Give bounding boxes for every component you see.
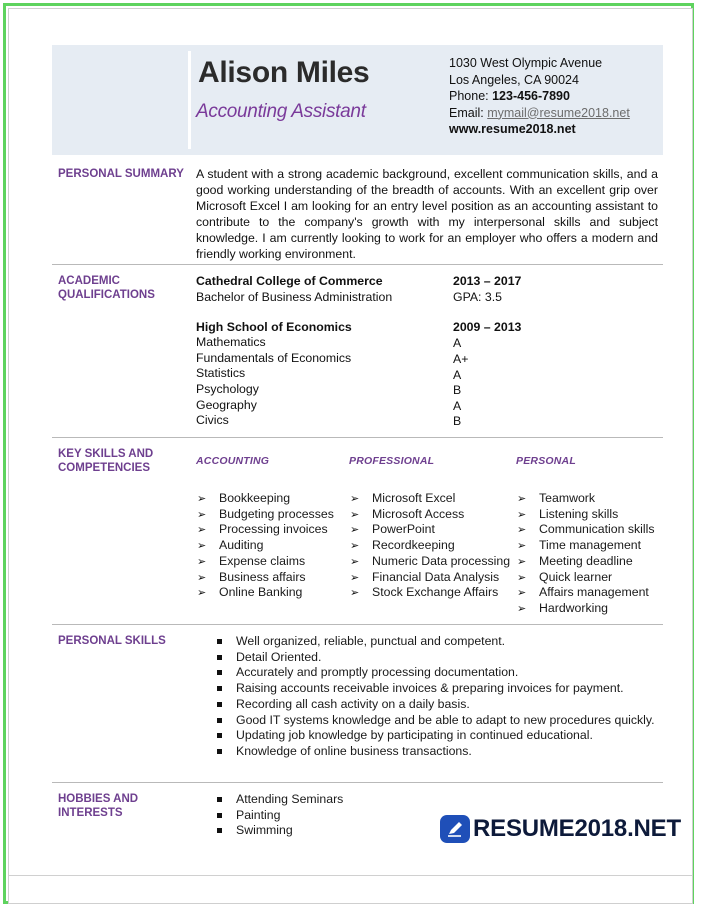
email-line	[449, 105, 630, 122]
college-gpa: GPA: 3.5	[453, 290, 502, 304]
email-label: Email:	[449, 105, 488, 120]
section-divider	[52, 437, 663, 438]
subject-name: Fundamentals of Economics	[196, 351, 352, 365]
subject-name: Psychology	[196, 382, 259, 396]
personal-skill-item: Detail Oriented.	[216, 650, 655, 666]
skill-item: ➢ Processing invoices	[197, 522, 334, 538]
address-line-1: 1030 West Olympic Avenue	[449, 56, 603, 70]
candidate-name: Alison Miles	[198, 56, 370, 89]
job-title: Accounting Assistant	[196, 101, 366, 122]
subject-grade: A+	[453, 352, 469, 366]
skill-item: ➢ Expense claims	[197, 554, 334, 570]
section-label-line: ACADEMIC	[58, 275, 120, 287]
skill-item: ➢ Microsoft Access	[350, 507, 510, 523]
skill-item: ➢ Communication skills	[517, 522, 655, 538]
subject-grade: B	[453, 383, 462, 397]
hobby-item: Swimming	[216, 823, 343, 839]
section-label-personal-skills: PERSONAL SKILLS	[58, 635, 166, 647]
section-label-line: QUALIFICATIONS	[58, 289, 155, 301]
personal-skill-item: Raising accounts receivable invoices & preparing invoices for payment.	[216, 681, 655, 697]
skill-item: ➢ PowerPoint	[350, 522, 510, 538]
section-divider	[52, 624, 663, 625]
subject-grade: A	[453, 368, 462, 382]
skill-item: ➢ Online Banking	[197, 585, 334, 601]
logo-text: RESUME2018.NET	[473, 815, 681, 842]
section-label-line: KEY SKILLS AND	[58, 448, 154, 460]
college-years: 2013 – 2017	[453, 274, 522, 288]
skills-list-accounting	[197, 491, 334, 601]
personal-skills-list	[216, 634, 655, 760]
skills-heading-personal: PERSONAL	[516, 455, 576, 467]
skill-item: ➢ Microsoft Excel	[350, 491, 510, 507]
skill-item: ➢ Budgeting processes	[197, 507, 334, 523]
college-degree: Bachelor of Business Administration	[196, 290, 393, 304]
skill-item: ➢ Business affairs	[197, 570, 334, 586]
subject-grade: A	[453, 336, 462, 350]
skill-item: ➢ Meeting deadline	[517, 554, 655, 570]
skill-item: ➢ Time management	[517, 538, 655, 554]
skill-item: ➢ Bookkeeping	[197, 491, 334, 507]
website-link[interactable]: www.resume2018.net	[449, 122, 576, 136]
section-label-academic	[58, 274, 155, 302]
subject-name: Statistics	[196, 366, 246, 380]
personal-skill-item: Recording all cash activity on a daily basis.	[216, 697, 655, 713]
personal-skill-item: Knowledge of online business transactions.	[216, 744, 655, 760]
contact-block	[449, 55, 630, 138]
personal-skill-item: Updating job knowledge by participating in continued educational.	[216, 728, 655, 744]
skill-item: ➢ Auditing	[197, 538, 334, 554]
skill-item: ➢ Financial Data Analysis	[350, 570, 510, 586]
phone-number: 123-456-7890	[492, 89, 570, 103]
school-years: 2009 – 2013	[453, 320, 522, 334]
personal-skill-item: Good IT systems knowledge and be able to adapt to new procedures quickly.	[216, 713, 655, 729]
skill-item: ➢ Recordkeeping	[350, 538, 510, 554]
skills-list-personal	[517, 491, 655, 617]
skill-item: ➢ Stock Exchange Affairs	[350, 585, 510, 601]
college-name: Cathedral College of Commerce	[196, 274, 383, 288]
subject-name: Mathematics	[196, 335, 266, 349]
subject-grade: A	[453, 399, 462, 413]
school-name: High School of Economics	[196, 320, 352, 334]
skill-item: ➢ Affairs management	[517, 585, 655, 601]
skill-item: ➢ Quick learner	[517, 570, 655, 586]
skill-item: ➢ Numeric Data processing	[350, 554, 510, 570]
hobbies-list	[216, 792, 343, 839]
page-bottom-rule	[8, 875, 692, 876]
section-label-summary: PERSONAL SUMMARY	[58, 168, 184, 180]
resume2018-logo	[440, 814, 681, 844]
subject-name: Geography	[196, 398, 257, 412]
phone-label: Phone:	[449, 89, 493, 103]
skill-item: ➢ Listening skills	[517, 507, 655, 523]
hobby-item: Attending Seminars	[216, 792, 343, 808]
summary-text: A student with a strong academic background, excellent communication skills, and a good working understanding of the breadth of accounts. With an excellent grip over Microsoft Excel I am looking for an entry level position as an accounting assistant to contribute to the company's growth with my interpersonal skills and subject knowledge. I am currently looking to work for an employer who offers a modern and friendly working environment.	[196, 167, 658, 261]
section-label-skills	[58, 447, 153, 475]
hobby-item: Painting	[216, 808, 343, 824]
section-label-line: COMPETENCIES	[58, 462, 151, 474]
skill-item: ➢ Hardworking	[517, 601, 655, 617]
subject-name: Civics	[196, 413, 229, 427]
section-divider	[52, 782, 663, 783]
pen-icon	[440, 815, 470, 843]
personal-skill-item: Well organized, reliable, punctual and competent.	[216, 634, 655, 650]
section-label-hobbies	[58, 792, 138, 820]
skills-heading-accounting: ACCOUNTING	[196, 455, 270, 467]
section-divider	[52, 264, 663, 265]
section-label-line: HOBBIES AND	[58, 793, 139, 805]
address-line-2: Los Angeles, CA 90024	[449, 72, 579, 87]
section-label-line: INTERESTS	[58, 807, 123, 819]
personal-skill-item: Accurately and promptly processing documentation.	[216, 665, 655, 681]
phone-line	[449, 88, 630, 105]
subject-grade: B	[453, 414, 462, 428]
skills-list-professional	[350, 491, 510, 601]
header-divider	[188, 51, 191, 149]
email-link[interactable]: mymail@resume2018.net	[487, 105, 630, 120]
skill-item: ➢ Teamwork	[517, 491, 655, 507]
skills-heading-professional: PROFESSIONAL	[349, 455, 435, 467]
